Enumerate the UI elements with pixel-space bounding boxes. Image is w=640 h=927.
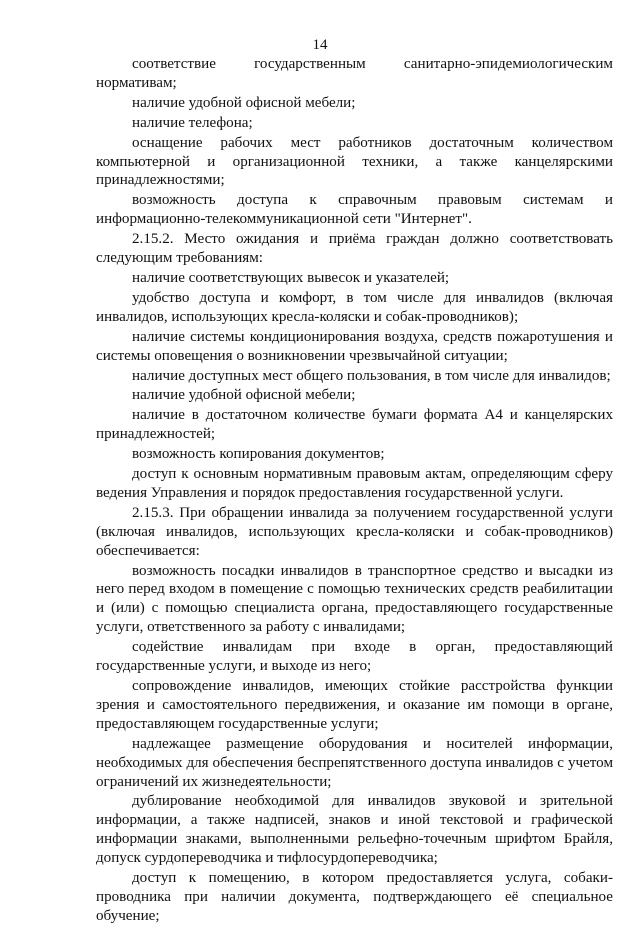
paragraph: сопровождение инвалидов, имеющих стойкие расстройства функции зрения и самостоятельного передвижения, и оказание им помощи в органе, предоставляющем государственные услуги;: [96, 678, 613, 732]
paragraph: возможность доступа к справочным правовым системам и информационно-телекоммуникационной сети "Интернет".: [96, 192, 613, 228]
paragraph: соответствие государственным санитарно-эпидемиологическим нормативам;: [96, 56, 613, 91]
paragraph: оснащение рабочих мест работников достаточным количеством компьютерной и организационной техники, а также канцелярскими принадлежностями;: [96, 134, 613, 189]
paragraph: наличие удобной офисной мебели;: [132, 387, 356, 404]
paragraph: наличие соответствующих вывесок и указателей;: [132, 269, 450, 286]
section-2-15-3: 2.15.3. При обращении инвалида за получением государственной услуги (включая инвалидов, использующих кресла-коляски и собак-проводников) обеспечивается:: [96, 504, 613, 559]
paragraph: наличие доступных мест общего пользования, в том числе для инвалидов;: [132, 367, 611, 384]
paragraph: возможность посадки инвалидов в транспортное средство и высадки из него перед входом в помещение с помощью технических средств реабилитации и (или) с помощью специалиста органа, предоставляющего государственные услуги, ответственного за работу с инвалидами;: [96, 562, 613, 636]
paragraph: наличие удобной офисной мебели;: [132, 94, 356, 111]
paragraph: доступ к помещению, в котором предоставляется услуга, собаки-проводника при наличии документа, подтверждающего её специальное обучение;: [96, 870, 613, 924]
paragraph: наличие в достаточном количестве бумаги формата А4 и канцелярских принадлежностей;: [96, 407, 613, 443]
paragraph: надлежащее размещение оборудования и носителей информации, необходимых для обеспечения беспрепятственного доступа инвалидов с учетом ограничений их жизнедеятельности;: [96, 735, 613, 790]
paragraph: доступ к основным нормативным правовым актам, определяющим сферу ведения Управления и порядок предоставления государственной услуги.: [96, 466, 613, 501]
paragraph: возможность копирования документов;: [132, 446, 385, 463]
document-body: [96, 55, 613, 927]
paragraph: содействие инвалидам при входе в орган, предоставляющий государственные услуги, и выходе из него;: [96, 639, 613, 675]
page-number: 14: [312, 37, 328, 53]
section-2-15-2: 2.15.2. Место ожидания и приёма граждан должно соответствовать следующим требованиям:: [96, 231, 613, 267]
paragraph: наличие телефона;: [132, 114, 253, 131]
paragraph: дублирование необходимой для инвалидов звуковой и зрительной информации, а также надписей, знаков и иной текстовой и графической информации знаками, выполненными рельефно-точечным шрифтом Брайля, допуск сурдопереводчика и тифлосурдопереводчика;: [96, 793, 613, 867]
paragraph: наличие системы кондиционирования воздуха, средств пожаротушения и системы оповещения о возникновении чрезвычайной ситуации;: [96, 328, 613, 364]
paragraph: удобство доступа и комфорт, в том числе для инвалидов (включая инвалидов, использующих кресла-коляски и собак-проводников);: [96, 289, 613, 325]
